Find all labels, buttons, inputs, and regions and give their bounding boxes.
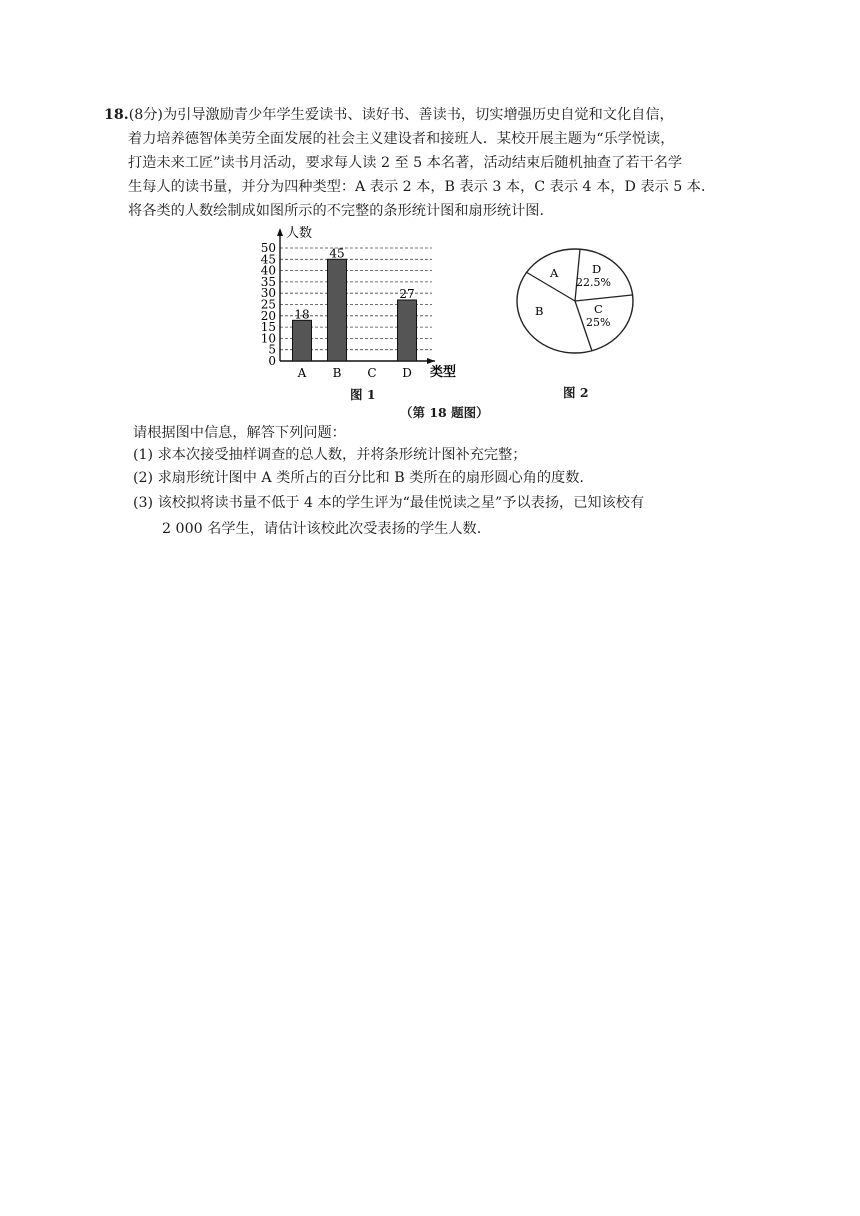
question-3-line-2: 2 000 名学生，请估计该校此次受表扬的学生人数.: [162, 521, 482, 537]
pie-slice-c-label: C: [594, 302, 603, 316]
bar-chart: [250, 224, 480, 384]
pie-slice-d-percent: 22.5%: [576, 276, 611, 289]
y-tick-10: 10: [260, 331, 276, 346]
problem-number: 18.: [104, 107, 129, 123]
y-tick-30: 30: [260, 286, 276, 301]
y-tick-25: 25: [260, 297, 276, 312]
bar-value-label-B: 45: [329, 246, 345, 261]
question-1: (1) 求本次接受抽样调查的总人数，并将条形统计图补充完整；: [133, 447, 527, 463]
bar-tick-labels: [261, 241, 276, 368]
bar-series: [293, 246, 417, 361]
x-tick-D: D: [402, 366, 412, 380]
figures-caption: （第 18 题图）: [400, 405, 489, 420]
bar-D: [398, 300, 417, 361]
question-3-line-1: (3) 该校拟将读书量不低于 4 本的学生评为“最佳悦读之星”予以表扬，已知该校有: [133, 495, 645, 511]
y-tick-50: 50: [260, 241, 276, 255]
y-tick-20: 20: [260, 308, 276, 323]
pie-slice-d-label: D: [592, 262, 602, 276]
bar-category-labels: [297, 366, 412, 380]
y-tick-5: 5: [268, 342, 276, 357]
pie-slice-a-label: A: [550, 266, 559, 280]
x-axis-arrow: [427, 358, 435, 364]
pie-chart: [510, 248, 650, 358]
problem-line-2: 着力培养德智体美劳全面发展的社会主义建设者和接班人．某校开展主题为“乐学悦读，: [128, 131, 675, 147]
problem-score: (8分): [128, 107, 163, 123]
y-tick-40: 40: [260, 263, 276, 278]
x-tick-C: C: [367, 366, 377, 380]
problem-statement: [104, 103, 794, 223]
bar-A: [293, 320, 312, 361]
problem-line-5: 将各类的人数绘制成如图所示的不完整的条形统计图和扇形统计图.: [128, 203, 544, 219]
problem-text-1: 为引导激励青少年学生爱读书、读好书、善读书，切实增强历史自觉和文化自信，: [162, 107, 674, 123]
figure-2-label: 图 2: [563, 385, 589, 400]
y-tick-15: 15: [260, 320, 276, 335]
x-tick-B: B: [332, 366, 342, 380]
bar-x-axis-label: 类型: [430, 365, 457, 380]
x-tick-A: A: [297, 366, 307, 380]
question-2: (2) 求扇形统计图中 A 类所占的百分比和 B 类所在的扇形圆心角的度数.: [133, 470, 584, 486]
questions-intro: 请根据图中信息，解答下列问题：: [133, 425, 346, 441]
problem-line-3: 打造未来工匠”读书月活动，要求每人读 2 至 5 本名著，活动结束后随机抽查了若干名学: [128, 155, 683, 171]
bar-value-label-A: 18: [294, 307, 310, 322]
bar-y-axis-label: 人数: [286, 226, 313, 241]
y-tick-0: 0: [268, 354, 276, 368]
problem-line-1: [104, 103, 794, 127]
pie-slice-b-label: B: [535, 304, 544, 318]
bar-value-label-D: 27: [399, 286, 415, 301]
problem-line-4: 生每人的读书量，并分为四种类型：A 表示 2 本，B 表示 3 本，C 表示 4 本，D 表示 5 本．: [128, 179, 716, 195]
bar-B: [328, 259, 347, 361]
y-tick-45: 45: [260, 252, 276, 267]
figure-1-label: 图 1: [350, 387, 376, 402]
y-tick-35: 35: [260, 274, 276, 289]
y-axis-arrow: [277, 228, 283, 236]
pie-slice-c-percent: 25%: [586, 316, 611, 329]
